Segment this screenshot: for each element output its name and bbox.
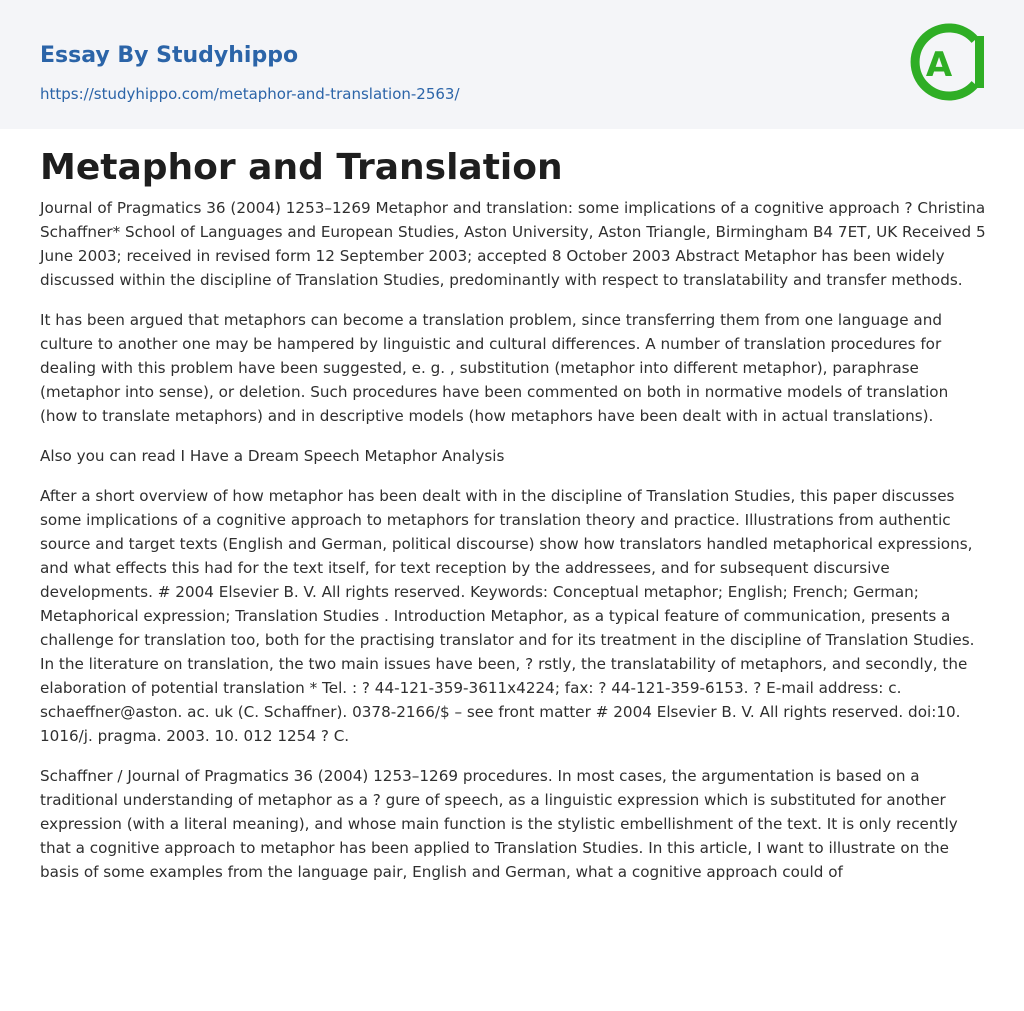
studyhippo-logo-icon[interactable]: [908, 18, 988, 106]
related-essay-note: Also you can read I Have a Dream Speech Metaphor Analysis: [40, 447, 505, 465]
article-paragraph: It has been argued that metaphors can become a translation problem, since transferring them from one language and culture to another one may be hampered by linguistic and cultural differences. A number of translation procedures for dealing with this problem have been suggested, e. g. , substitution (metaphor into different metaphor), paraphrase (metaphor into sense), or deletion. Such procedures have been commented on both in normative models of translation (how to translate metaphors) and in descriptive models (how metaphors have been dealt with in actual translations).: [40, 311, 949, 425]
article-paragraph: After a short overview of how metaphor has been dealt with in the discipline of Translation Studies, this paper discusses some implications of a cognitive approach to metaphors for translation theory and practice. Illustrations from authentic source and target texts (English and German, political discourse) show how translators handled metaphorical expressions, and what effects this had for the text itself, for text reception by the addressees, and for subsequent discursive developments. # 2004 Elsevier B. V. All rights reserved. Keywords: Conceptual metaphor; English; French; German; Metaphorical expression; Translation Studies . Introduction Metaphor, as a typical feature of communication, presents a challenge for translation too, both for the practising translator and for its treatment in the discipline of Translation Studies. In the literature on translation, the two main issues have been, ? rstly, the translatability of metaphors, and secondly, the elaboration of potential translation * Tel. : ? 44-121-359-3611x4224; fax: ? 44-121-359-6153. ? E-mail address: c. schaeffner@aston. ac. uk (C. Schaffner). 0378-2166/$ – see front matter # 2004 Elsevier B. V. All rights reserved. doi:10. 1016/j. pragma. 2003. 10. 012 1254 ? C.: [40, 487, 975, 745]
article-paragraph: Schaffner / Journal of Pragmatics 36 (2004) 1253–1269 procedures. In most cases, the argumentation is based on a traditional understanding of metaphor as a ? gure of speech, as a linguistic expression which is substituted for another expression (with a literal meaning), and whose main function is the stylistic embellishment of the text. It is only recently that a cognitive approach to metaphor has been applied to Translation Studies. In this article, I want to illustrate on the basis of some examples from the language pair, English and German, what a cognitive approach could of: [40, 767, 958, 881]
article-paragraph: Journal of Pragmatics 36 (2004) 1253–1269 Metaphor and translation: some implications of a cognitive approach ? Christina Schaffner* School of Languages and European Studies, Aston University, Aston Triangle, Birmingham B4 7ET, UK Received 5 June 2003; received in revised form 12 September 2003; accepted 8 October 2003 Abstract Metaphor has been widely discussed within the discipline of Translation Studies, predominantly with respect to translatability and transfer methods.: [40, 199, 986, 289]
logo-letter: A: [925, 45, 953, 85]
source-url-link[interactable]: https://studyhippo.com/metaphor-and-translation-2563/: [40, 85, 460, 103]
page-title: Metaphor and Translation: [40, 147, 563, 188]
article-content: [40, 141, 986, 900]
brand-title: Essay By Studyhippo: [40, 43, 299, 68]
site-header: [0, 0, 1024, 129]
